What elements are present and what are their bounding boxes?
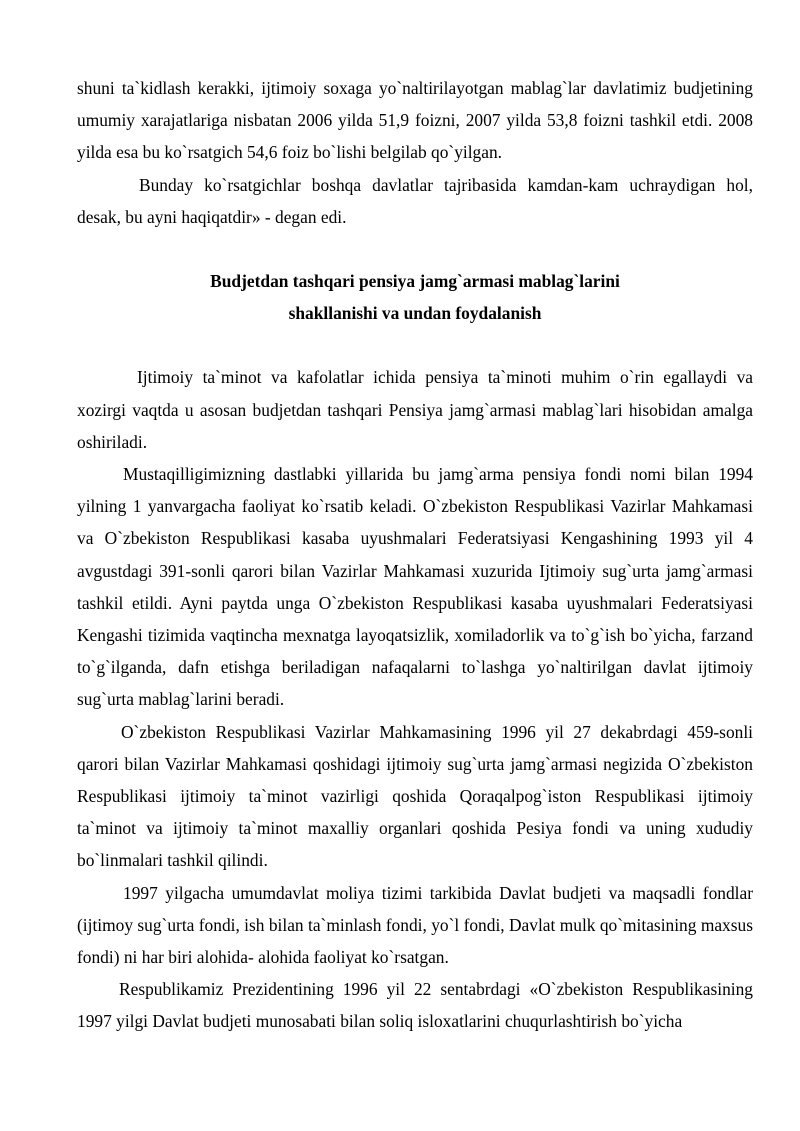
paragraph-1: shuni ta`kidlash kerakki, ijtimoiy soxaga yo`naltirilayotgan mablag`lar davlatimiz budjetining umumiy xarajatlariga nisbatan 2006 yilda 51,9 foizni, 2007 yilda 53,8 foizni tashkil etdi. 2008 yilda esa bu ko`rsatgich 54,6 foiz bo`lishi belgilab qo`yilgan. [77,78,753,163]
spacer [77,233,753,265]
section-heading-line-2: shakllanishi va undan foydalanish [288,303,542,324]
spacer [77,329,753,361]
document-page [77,72,753,1038]
paragraph-7: Respublikamiz Prezidentining 1996 yil 22 sentabrdagi «O`zbekiston Respublikasining 1997 yilgi Davlat budjeti munosabati bilan soliq isloxatlarini chuqurlashtirish bo`yicha [77,979,753,1032]
paragraph-3: Ijtimoiy ta`minot va kafolatlar ichida pensiya ta`minoti muhim o`rin egallaydi va xozirgi vaqtda u asosan budjetdan tashqari Pensiya jamg`armasi mablag`lari hisobidan amalga oshiriladi. [77,367,753,452]
section-heading-line-1: Budjetdan tashqari pensiya jamg`armasi mablag`larini [210,271,620,292]
paragraph-2: Bunday ko`rsatgichlar boshqa davlatlar tajribasida kamdan-kam uchraydigan hol, desak, bu ayni haqiqatdir» - degan edi. [77,174,753,227]
paragraph-4: Mustaqilligimizning dastlabki yillarida bu jamg`arma pensiya fondi nomi bilan 1994 yilning 1 yanvargacha faoliyat ko`rsatib keladi. O`zbekiston Respublikasi Vazirlar Mahkamasi va O`zbekiston Respublikasi kasaba uyushmalari Federatsiyasi Kengashining 1993 yil 4 avgustdagi 391-sonli qarori bilan Vazirlar Mahkamasi xuzurida Ijtimoiy sug`urta jamg`armasi tashkil etildi. Ayni paytda unga O`zbekiston Respublikasi kasaba uyushmalari Federatsiyasi Kengashi tizimida vaqtincha mexnatga layoqatsizlik, xomiladorlik va to`g`ish bo`yicha, farzand to`g`ilganda, dafn etishga beriladigan nafaqalarni to`lashga yo`naltirilgan davlat ijtimoiy sug`urta mablag`larini beradi. [77,464,753,710]
paragraph-6: 1997 yilgacha umumdavlat moliya tizimi tarkibida Davlat budjeti va maqsadli fondlar (ijtimoy sug`urta fondi, ish bilan ta`minlash fondi, yo`l fondi, Davlat mulk qo`mitasining maxsus fondi) ni har biri alohida- alohida faoliyat ko`rsatgan. [77,882,753,968]
paragraph-5: O`zbekiston Respublikasi Vazirlar Mahkamasining 1996 yil 27 dekabrdagi 459-sonli qarori bilan Vazirlar Mahkamasi qoshidagi ijtimoiy sug`urta jamg`armasi negizida O`zbekiston Respublikasi ijtimoiy ta`minot vazirligi qoshida Qoraqalpog`iston Respublikasi ijtimoiy ta`minot va ijtimoiy ta`minot maxalliy organlari qoshida Pesiya fondi va uning xududiy bo`linmalari tashkil qilindi. [77,721,753,871]
